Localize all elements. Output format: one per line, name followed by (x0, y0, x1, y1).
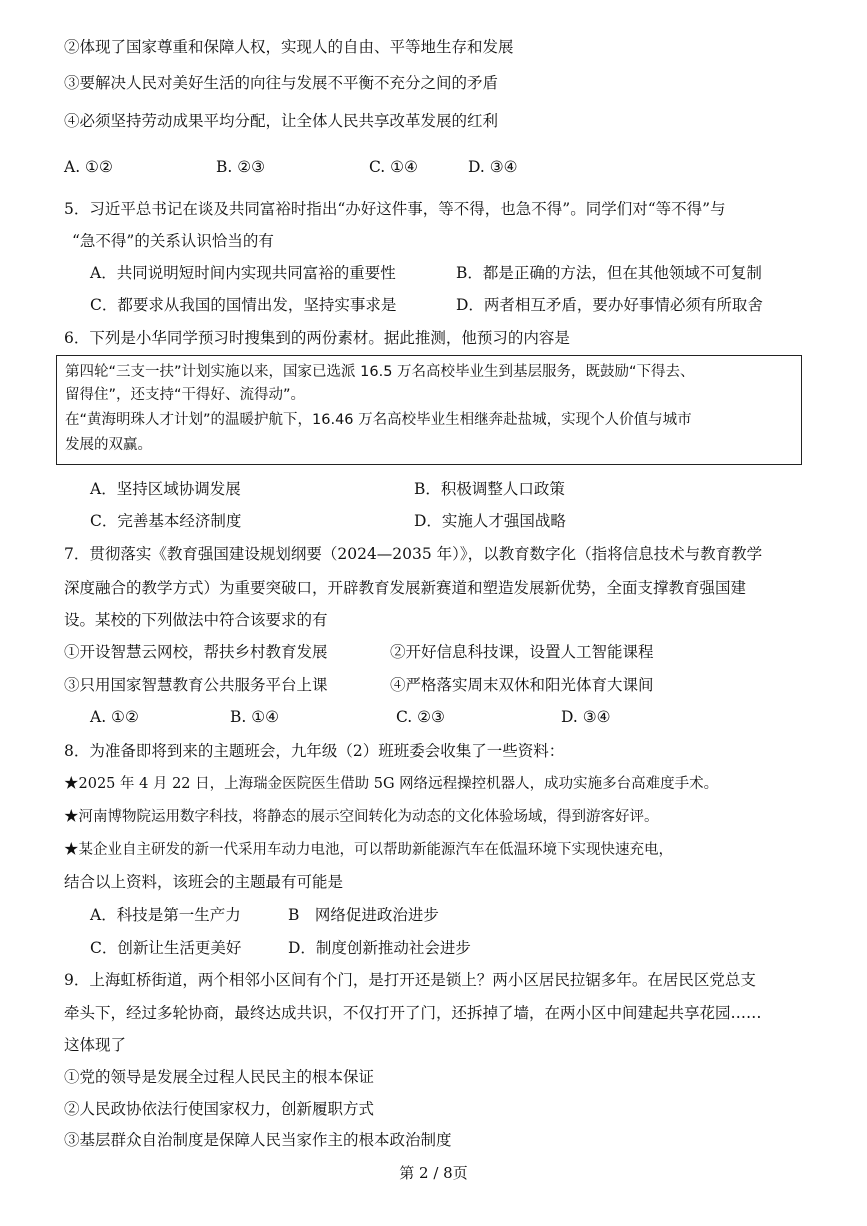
q7-item-1: ①开设智慧云网校，帮扶乡村教育发展 (64, 643, 328, 661)
q6-material-line1: 第四轮“三支一扶”计划实施以来，国家已选派 16.5 万名高校毕业生到基层服务，既鼓励“下得去、 (65, 364, 695, 380)
q8-option-b: B 网络促进政治进步 (288, 906, 439, 924)
q6-option-b: B．积极调整人口政策 (414, 480, 565, 498)
q7-item-2: ②开好信息科技课，设置人工智能课程 (390, 643, 654, 661)
q5-option-a: A．共同说明短时间内实现共同富裕的重要性 (90, 264, 396, 282)
q6-option-a: A．坚持区域协调发展 (90, 480, 241, 498)
q7-option-c: C. ②③ (396, 708, 445, 726)
q8-stem: 8．为准备即将到来的主题班会，九年级（2）班班委会收集了一些资料： (64, 742, 565, 760)
q4-item-3: ③要解决人民对美好生活的向往与发展不平衡不充分之间的矛盾 (64, 74, 499, 92)
q4-option-b: B. ②③ (216, 158, 266, 176)
q6-option-c: C．完善基本经济制度 (90, 512, 242, 530)
q7-option-a: A. ①② (90, 708, 139, 726)
q8-material-2: ★河南博物院运用数字科技，将静态的展示空间转化为动态的文化体验场域，得到游客好评。 (64, 809, 659, 825)
q6-material-line2: 留得住”，还支持“干得好、流得动”。 (65, 387, 306, 403)
q7-stem-line3: 设。某校的下列做法中符合该要求的有 (64, 611, 328, 629)
q7-item-4: ④严格落实周末双休和阳光体育大课间 (390, 676, 654, 694)
q5-option-c: C．都要求从我国的国情出发，坚持实事求是 (90, 296, 397, 314)
q9-item-1: ①党的领导是发展全过程人民民主的根本保证 (64, 1068, 375, 1086)
q7-stem-line1: 7．贯彻落实《教育强国建设规划纲要（2024—2035 年）》，以教育数字化（指将信息技术与教育教学 (64, 545, 763, 563)
q7-item-3: ③只用国家智慧教育公共服务平台上课 (64, 676, 328, 694)
q4-option-d: D. ③④ (468, 158, 518, 176)
q8-question: 结合以上资料，该班会的主题最有可能是 (64, 873, 344, 891)
q7-option-d: D. ③④ (561, 708, 611, 726)
q4-item-2: ②体现了国家尊重和保障人权，实现人的自由、平等地生存和发展 (64, 38, 514, 56)
q6-material-line3: 在“黄海明珠人才计划”的温暖护航下，16.46 万名高校毕业生相继奔赴盐城，实现个人价值与城市 (65, 412, 692, 428)
page-number: 第 2 / 8页 (399, 1164, 468, 1182)
q5-option-d: D．两者相互矛盾，要办好事情必须有所取舍 (456, 296, 763, 314)
q5-option-b: B．都是正确的方法，但在其他领域不可复制 (456, 264, 762, 282)
q9-stem-line2: 牵头下，经过多轮协商，最终达成共识，不仅打开了门，还拆掉了墙，在两小区中间建起共享花园…… (64, 1004, 762, 1022)
q9-stem-line3: 这体现了 (64, 1036, 127, 1054)
q5-stem-line2: “急不得”的关系认识恰当的有 (72, 232, 274, 250)
q6-option-d: D．实施人才强国战略 (414, 512, 566, 530)
q8-material-1: ★2025 年 4 月 22 日，上海瑞金医院医生借助 5G 网络远程操控机器人，成功实施多台高难度手术。 (64, 776, 719, 792)
q4-option-a: A. ①② (64, 158, 113, 176)
q9-item-3: ③基层群众自治制度是保障人民当家作主的根本政治制度 (64, 1131, 452, 1149)
q9-stem-line1: 9．上海虹桥街道，两个相邻小区间有个门，是打开还是锁上？两小区居民拉锯多年。在居民区党总支 (64, 971, 756, 989)
q8-option-c: C．创新让生活更美好 (90, 939, 242, 957)
q6-material-box (56, 355, 802, 465)
q9-item-2: ②人民政协依法行使国家权力，创新履职方式 (64, 1100, 375, 1118)
q6-stem: 6．下列是小华同学预习时搜集到的两份素材。据此推测，他预习的内容是 (64, 329, 570, 347)
q7-stem-line2: 深度融合的教学方式）为重要突破口，开辟教育发展新赛道和塑造发展新优势，全面支撑教育强国建 (64, 579, 747, 597)
q6-material-line4: 发展的双赢。 (65, 437, 152, 453)
q7-option-b: B. ①④ (230, 708, 280, 726)
q8-option-d: D．制度创新推动社会进步 (288, 939, 471, 957)
q4-item-4: ④必须坚持劳动成果平均分配，让全体人民共享改革发展的红利 (64, 112, 499, 130)
q4-option-c: C. ①④ (369, 158, 418, 176)
q5-stem-line1: 5．习近平总书记在谈及共同富裕时指出“办好这件事，等不得，也急不得”。同学们对“等不得”与 (64, 200, 726, 218)
q8-option-a: A．科技是第一生产力 (90, 906, 241, 924)
q8-material-3: ★某企业自主研发的新一代采用车动力电池，可以帮助新能源汽车在低温环境下实现快速充电， (64, 842, 673, 858)
